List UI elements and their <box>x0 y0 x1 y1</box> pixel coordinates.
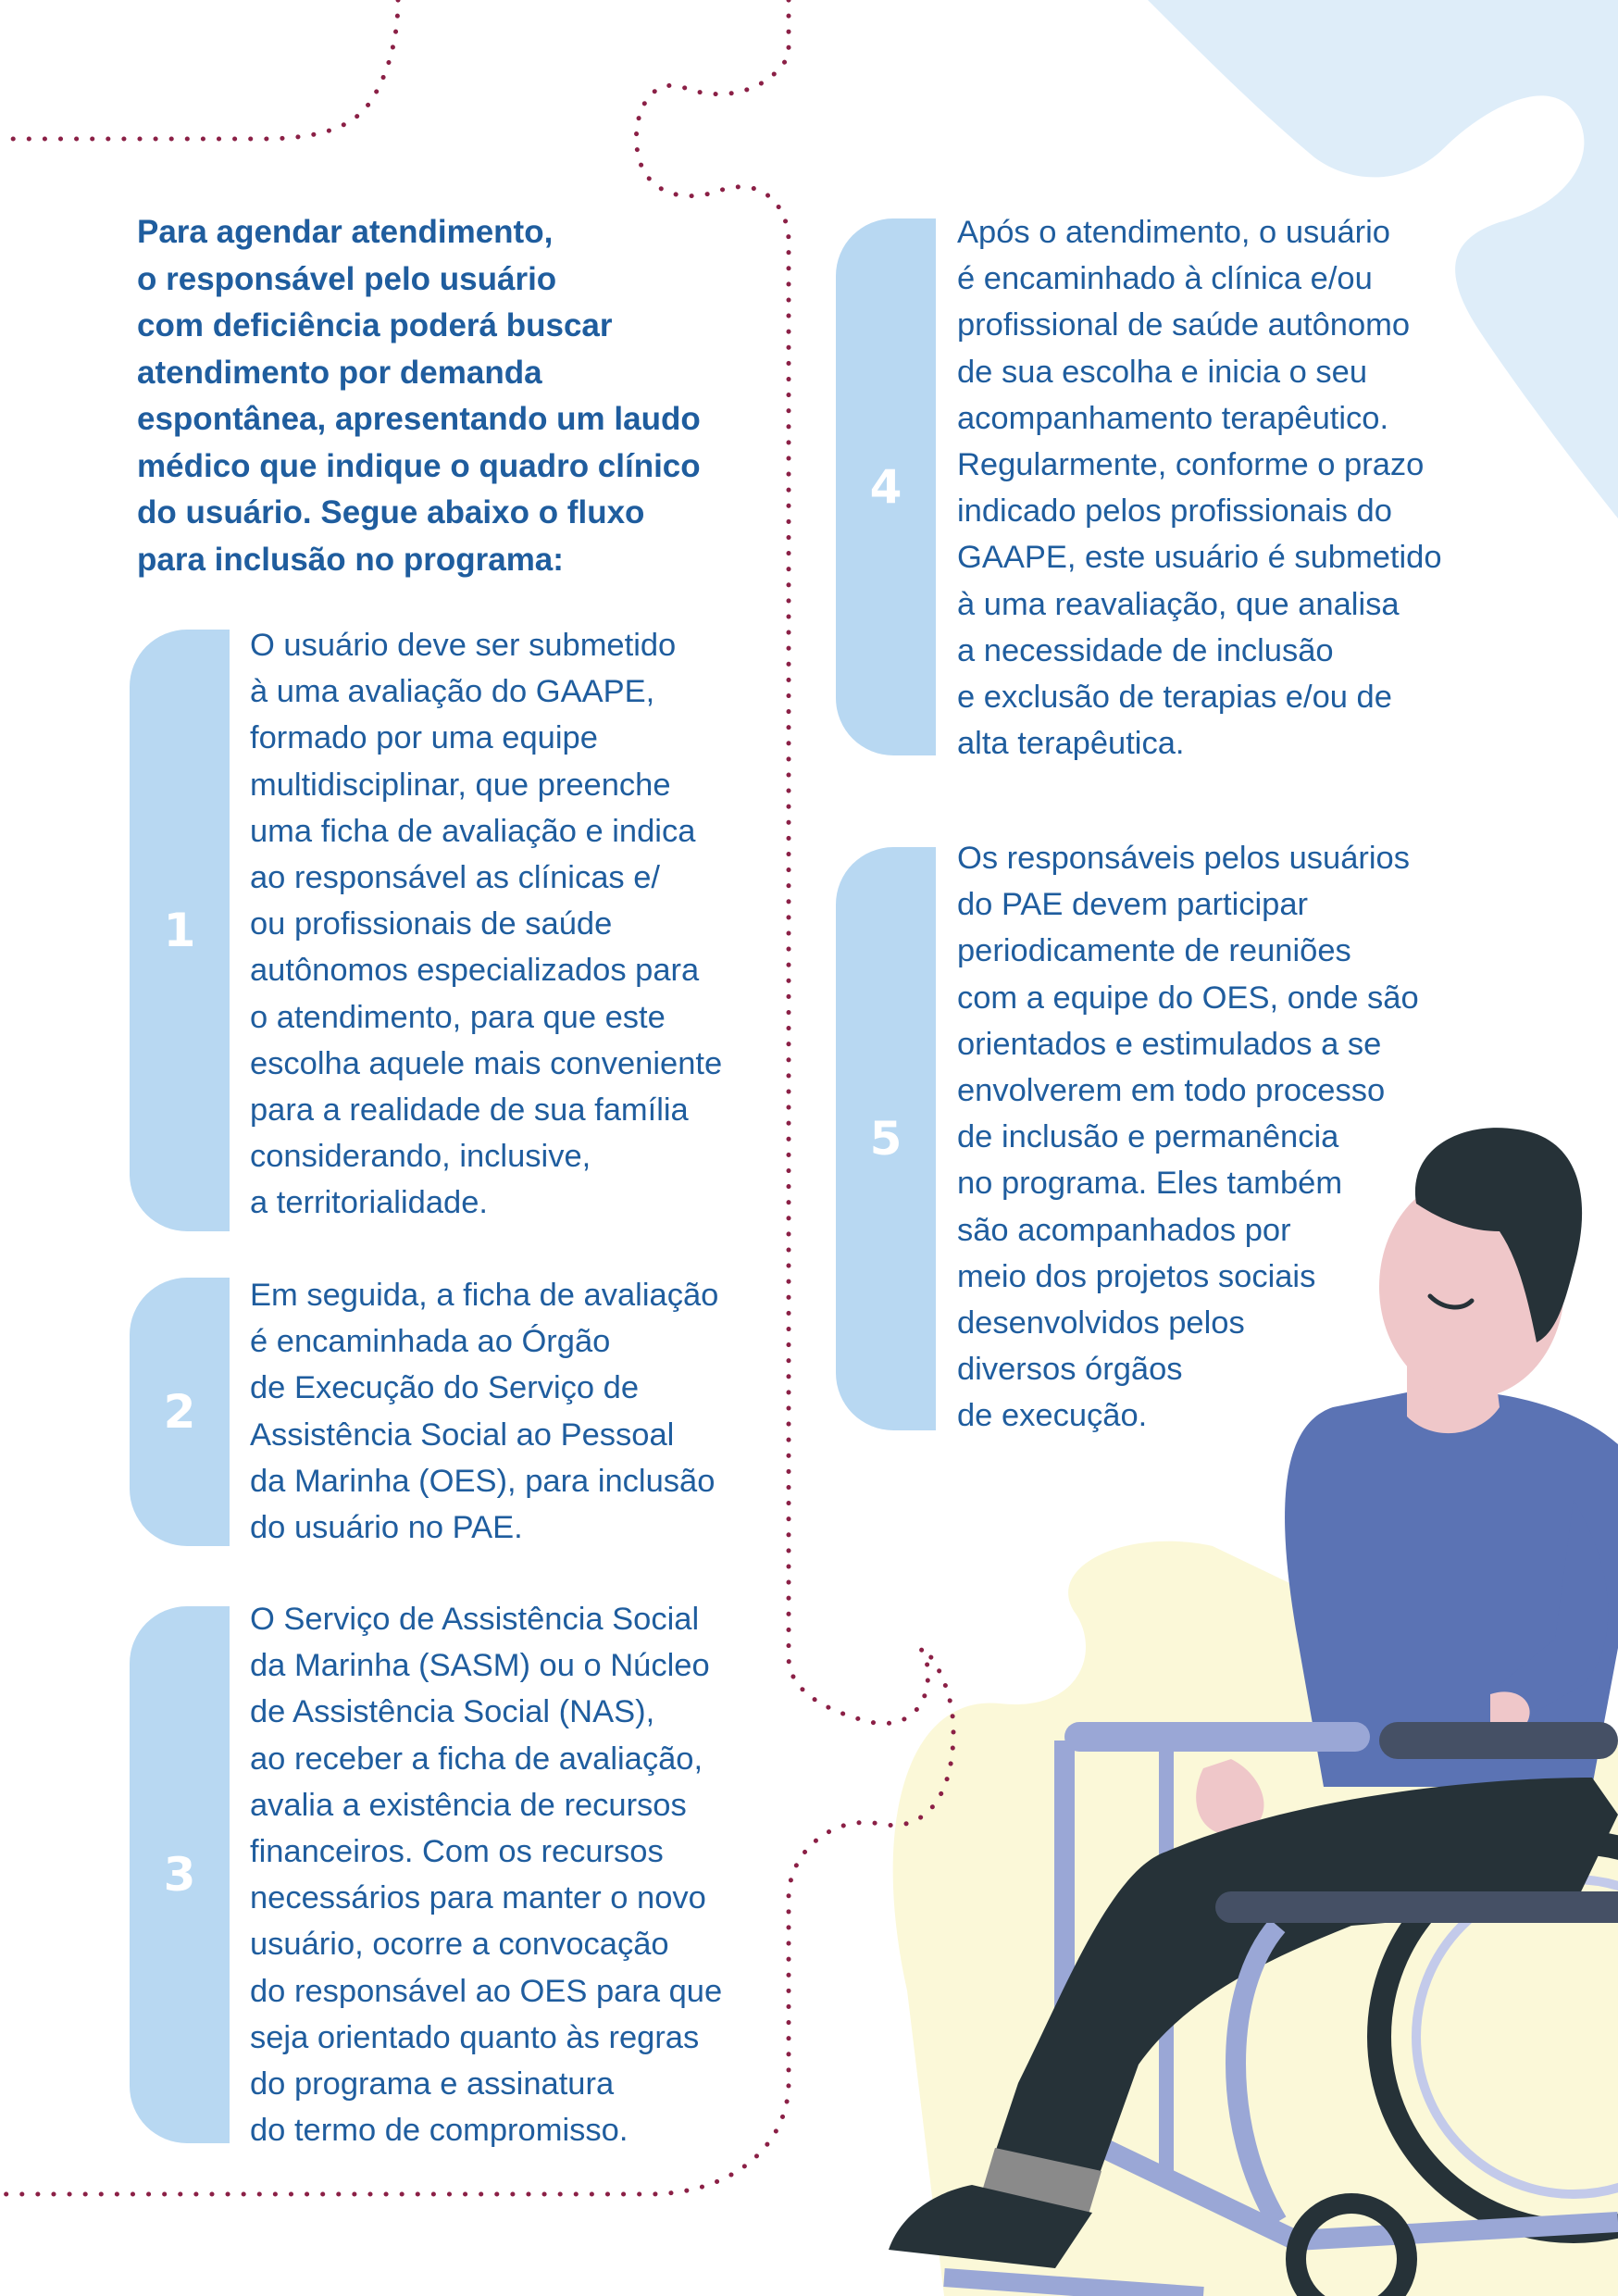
step-3-text <box>250 1596 722 2153</box>
step-line: Os responsáveis pelos usuários <box>957 841 1410 876</box>
intro-line: atendimento por demanda <box>137 354 542 391</box>
step-line: à uma reavaliação, que analisa <box>957 586 1400 622</box>
step-line: do responsável ao OES para que <box>250 1973 723 2009</box>
step-line: do PAE devem participar <box>957 887 1309 923</box>
step-line: ao receber a ficha de avaliação, <box>250 1741 703 1777</box>
step-line: Assistência Social ao Pessoal <box>250 1416 675 1453</box>
step-line: no programa. Eles também <box>957 1166 1343 1202</box>
step-line: acompanhamento terapêutico. <box>957 400 1389 436</box>
step-line: Em seguida, a ficha de avaliação <box>250 1278 719 1313</box>
step-line: de Assistência Social (NAS), <box>250 1694 655 1730</box>
step-2-number: 2 <box>163 1385 196 1439</box>
step-line: profissional de saúde autônomo <box>957 307 1411 343</box>
step-3-number: 3 <box>163 1848 196 1902</box>
step-3-tab <box>130 1606 230 2143</box>
step-1-tab <box>130 630 230 1231</box>
step-line: considerando, inclusive, <box>250 1139 591 1175</box>
step-line: é encaminhado à clínica e/ou <box>957 261 1373 297</box>
step-line: escolha aquele mais conveniente <box>250 1045 723 1081</box>
step-line: O usuário deve ser submetido <box>250 628 677 663</box>
step-2-tab <box>130 1278 230 1546</box>
step-line: formado por uma equipe <box>250 720 598 756</box>
step-2-text <box>250 1272 718 1551</box>
step-line: diversos órgãos <box>957 1352 1183 1388</box>
step-line: de inclusão e permanência <box>957 1119 1339 1155</box>
step-4-text <box>957 209 1442 767</box>
intro-line: para inclusão no programa: <box>137 541 564 578</box>
step-line: ao responsável as clínicas e/ <box>250 860 660 896</box>
step-line: a territorialidade. <box>250 1185 488 1221</box>
step-line: necessários para manter o novo <box>250 1880 706 1916</box>
step-line: do usuário no PAE. <box>250 1510 523 1546</box>
step-line: para a realidade de sua família <box>250 1092 689 1129</box>
step-line: Após o atendimento, o usuário <box>957 215 1390 250</box>
step-line: periodicamente de reuniões <box>957 933 1351 969</box>
step-line: alta terapêutica. <box>957 726 1185 762</box>
step-line: GAAPE, este usuário é submetido <box>957 540 1442 576</box>
step-1-number: 1 <box>163 904 196 957</box>
step-line: uma ficha de avaliação e indica <box>250 813 696 849</box>
step-5-tab <box>836 847 936 1430</box>
intro-line: o responsável pelo usuário <box>137 260 557 297</box>
step-line: Regularmente, conforme o prazo <box>957 447 1425 483</box>
step-5-number: 5 <box>869 1112 902 1166</box>
step-line: de Execução do Serviço de <box>250 1370 640 1406</box>
step-line: de sua escolha e inicia o seu <box>957 354 1368 390</box>
step-line: avalia a existência de recursos <box>250 1787 687 1823</box>
step-line: multidisciplinar, que preenche <box>250 767 671 803</box>
intro-line: Para agendar atendimento, <box>137 214 554 250</box>
step-line: orientados e estimulados a se <box>957 1026 1382 1062</box>
step-line: e exclusão de terapias e/ou de <box>957 680 1392 716</box>
step-line: envolverem em todo processo <box>957 1073 1386 1109</box>
step-line: do programa e assinatura <box>250 2066 615 2103</box>
intro-paragraph <box>137 209 766 583</box>
step-4-tab <box>836 218 936 755</box>
step-line: autônomos especializados para <box>250 953 700 989</box>
intro-line: médico que indique o quadro clínico <box>137 447 701 484</box>
step-line: com a equipe do OES, onde são <box>957 980 1419 1016</box>
step-line: a necessidade de inclusão <box>957 632 1334 668</box>
step-line: seja orientado quanto às regras <box>250 2019 700 2055</box>
step-line: do termo de compromisso. <box>250 2113 629 2149</box>
step-line: da Marinha (SASM) ou o Núcleo <box>250 1648 710 1684</box>
step-line: desenvolvidos pelos <box>957 1305 1245 1341</box>
step-line: à uma avaliação do GAAPE, <box>250 674 655 710</box>
step-1-text <box>250 622 722 1227</box>
step-line: usuário, ocorre a convocação <box>250 1927 669 1963</box>
step-line: de execução. <box>957 1398 1148 1434</box>
intro-line: do usuário. Segue abaixo o fluxo <box>137 494 645 530</box>
step-line: indicado pelos profissionais do <box>957 493 1392 530</box>
step-line: da Marinha (OES), para inclusão <box>250 1463 716 1499</box>
intro-line: espontânea, apresentando um laudo <box>137 401 701 437</box>
step-5-text <box>957 835 1419 1440</box>
step-line: O Serviço de Assistência Social <box>250 1602 700 1637</box>
step-line: ou profissionais de saúde <box>250 906 613 942</box>
step-line: financeiros. Com os recursos <box>250 1834 664 1870</box>
step-line: é encaminhada ao Órgão <box>250 1324 611 1360</box>
step-line: são acompanhados por <box>957 1212 1291 1248</box>
step-line: meio dos projetos sociais <box>957 1258 1316 1294</box>
intro-line: com deficiência poderá buscar <box>137 307 613 343</box>
step-4-number: 4 <box>869 460 902 514</box>
step-line: o atendimento, para que este <box>250 999 666 1035</box>
